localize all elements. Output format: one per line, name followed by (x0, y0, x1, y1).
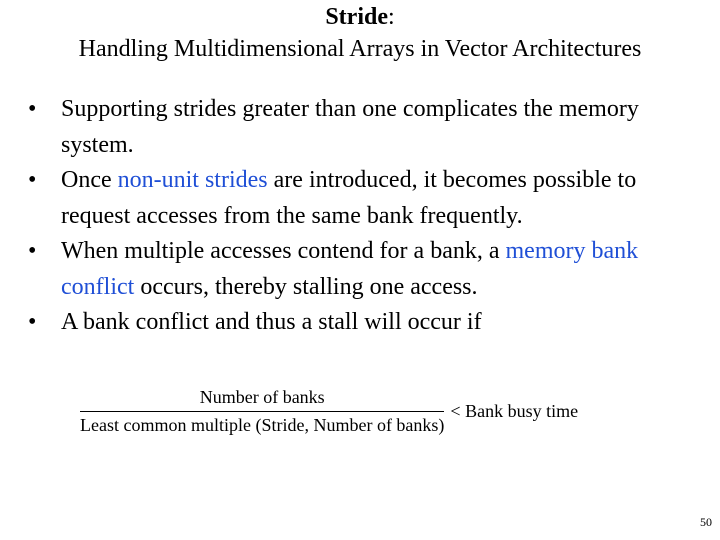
bullet-icon: • (28, 309, 37, 335)
bullet-text: When multiple accesses contend for a bank, a (61, 238, 506, 264)
bank-conflict-formula (80, 386, 578, 436)
bullet-item (24, 234, 704, 305)
bullet-item (24, 92, 704, 163)
formula-denominator: Least common multiple (Stride, Number of banks) (80, 415, 445, 435)
title-subtitle: Handling Multidimensional Arrays in Vector Architectures (78, 36, 642, 62)
bullet-icon: • (28, 167, 37, 193)
bullet-text: Supporting strides greater than one complicates the memory system. (61, 96, 639, 158)
highlight-non-unit-strides: non-unit strides (117, 167, 268, 193)
page-number: 50 (700, 515, 712, 529)
highlight-memory-bank-conflict: memory bank conflict (61, 238, 639, 300)
bullet-text: Once (61, 167, 118, 193)
title-main (0, 2, 720, 32)
bullet-item (24, 305, 704, 341)
title-main-text: Stride (325, 4, 388, 30)
bullet-text: A bank conflict and thus a stall will occur if (61, 309, 482, 335)
bullet-icon: • (28, 238, 37, 264)
bullet-icon: • (28, 96, 37, 122)
title-colon: : (388, 4, 395, 30)
bullet-text: occurs, thereby stalling one access. (134, 273, 478, 300)
slide-title (0, 2, 720, 66)
bullet-text: are introduced, it becomes possible to request accesses from the same bank frequently. (61, 167, 637, 229)
formula-rhs: < Bank busy time (450, 400, 579, 421)
bullet-list (24, 92, 704, 341)
formula-fraction (80, 386, 444, 436)
formula-numerator: Number of banks (199, 387, 325, 407)
bullet-item (24, 163, 704, 234)
